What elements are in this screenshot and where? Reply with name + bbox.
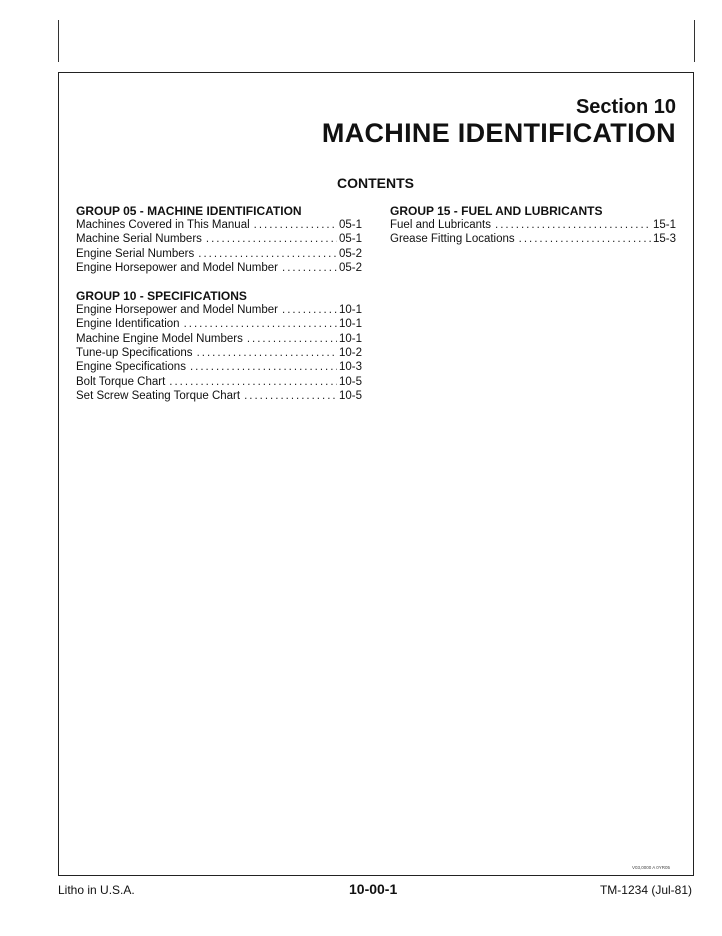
toc-group	[390, 204, 676, 247]
footer-printer-note: Litho in U.S.A.	[58, 883, 135, 897]
toc-entry[interactable]	[76, 346, 362, 360]
toc-group-heading: GROUP 15 - FUEL AND LUBRICANTS	[390, 204, 603, 218]
toc-entry-title: Machines Covered in This Manual	[76, 219, 250, 231]
toc-entry[interactable]	[76, 317, 362, 331]
toc-entry-title: Fuel and Lubricants	[390, 219, 492, 231]
toc-entry[interactable]	[76, 360, 362, 374]
toc-entry[interactable]	[76, 261, 362, 275]
toc-entry-title: Engine Specifications	[76, 361, 186, 374]
toc-entry-page: 05-1	[338, 233, 362, 246]
toc-leader-dots	[519, 232, 651, 246]
toc-entry-page: 10-2	[338, 347, 362, 360]
toc-entry[interactable]	[76, 332, 362, 346]
toc-entry-page: 05-1	[338, 219, 362, 231]
section-label: Section 10	[575, 96, 676, 118]
toc-entry-title: Engine Identification	[76, 318, 180, 331]
toc-entry-title: Tune-up Specifications	[76, 347, 193, 360]
page-frame	[58, 72, 694, 876]
toc-leader-dots	[206, 232, 337, 246]
contents-heading: CONTENTS	[337, 175, 414, 191]
toc-group-heading: GROUP 10 - SPECIFICATIONS	[76, 289, 247, 304]
toc-entry-page: 10-3	[338, 361, 362, 374]
toc-entry[interactable]	[76, 232, 362, 246]
toc-leader-dots	[197, 346, 337, 360]
toc-entry-title: Machine Serial Numbers	[76, 233, 202, 246]
section-title: MACHINE IDENTIFICATION	[321, 118, 676, 148]
toc-leader-dots	[244, 389, 337, 403]
toc-group-heading: GROUP 05 - MACHINE IDENTIFICATION	[76, 204, 302, 218]
toc-leader-dots	[282, 303, 337, 317]
toc-left-column	[76, 204, 362, 417]
toc-entry-title: Engine Serial Numbers	[76, 247, 195, 260]
top-rule-left	[58, 20, 59, 62]
toc-entry-title: Set Screw Seating Torque Chart	[76, 389, 241, 402]
toc-entry-page: 10-5	[338, 389, 362, 402]
top-rule-right	[694, 20, 695, 62]
toc-group	[76, 289, 362, 403]
toc-entry[interactable]	[76, 303, 362, 317]
toc-entry-page: 10-5	[338, 375, 362, 388]
toc-entry-title: Grease Fitting Locations	[390, 233, 515, 246]
toc-entry-page: 10-1	[338, 304, 362, 317]
toc-leader-dots	[169, 375, 337, 389]
toc-leader-dots	[247, 332, 337, 346]
toc-entry-title: Bolt Torque Chart	[76, 375, 166, 388]
toc-leader-dots	[190, 360, 337, 374]
toc-entry-page: 10-1	[338, 332, 362, 345]
toc-entry-page: 05-2	[338, 247, 362, 260]
toc-entry[interactable]	[390, 218, 676, 232]
toc-entry-page: 10-1	[338, 318, 362, 331]
toc-leader-dots	[198, 247, 337, 261]
toc-leader-dots	[282, 261, 337, 275]
toc-entry[interactable]	[390, 232, 676, 246]
toc-leader-dots	[254, 218, 337, 232]
toc-entry-page: 05-2	[338, 261, 362, 274]
toc-leader-dots	[495, 218, 651, 232]
page-number: 10-00-1	[349, 881, 398, 897]
toc-entry-title: Engine Horsepower and Model Number	[76, 261, 278, 274]
toc-entry[interactable]	[76, 389, 362, 403]
toc-leader-dots	[184, 317, 337, 331]
toc-entry-title: Machine Engine Model Numbers	[76, 332, 243, 345]
toc-entry-page: 15-3	[652, 233, 676, 246]
toc-entry[interactable]	[76, 218, 362, 232]
toc-entry[interactable]	[76, 247, 362, 261]
toc-entry[interactable]	[76, 375, 362, 389]
toc-right-column	[390, 204, 676, 261]
toc-entry-title: Engine Horsepower and Model Number	[76, 304, 278, 317]
toc-entry-page: 15-1	[652, 219, 676, 231]
document-code: V03,0000 A 0YR05	[631, 865, 670, 870]
toc-group	[76, 204, 362, 275]
footer-manual-id: TM-1234 (Jul-81)	[599, 883, 692, 897]
